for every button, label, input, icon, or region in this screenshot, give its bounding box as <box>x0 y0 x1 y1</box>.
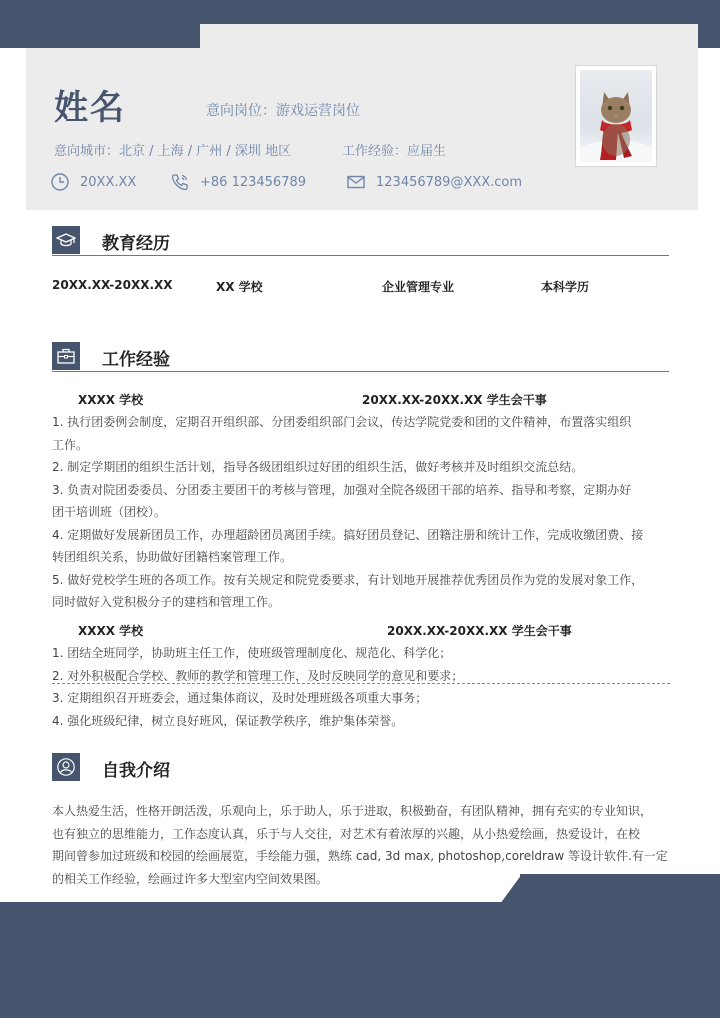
education-major: 企业管理专业 <box>382 280 455 294</box>
briefcase-icon <box>52 342 80 370</box>
work-entry-1-org: XXXX 学校 <box>78 393 144 407</box>
user-icon <box>52 753 80 781</box>
education-divider <box>52 255 669 256</box>
dashed-separator <box>52 683 670 684</box>
duty-line: 1. 团结全班同学，协助班主任工作，使班级管理制度化、规范化、科学化； <box>52 646 452 660</box>
profile-photo-frame <box>575 65 657 167</box>
graduation-cap-icon <box>52 226 80 254</box>
profile-photo <box>580 70 652 162</box>
education-period: 20XX.XX-20XX.XX <box>52 278 173 292</box>
duty-line: 5. 做好党校学生班的各项工作。按有关规定和院党委要求，有计划地开展推荐优秀团员作为党的发展对象工作， <box>52 572 644 587</box>
work-entry-1-role: 20XX.XX-20XX.XX 学生会干事 <box>362 393 547 407</box>
duty-line: 转团组织关系，协助做好团籍档案管理工作。 <box>52 550 293 564</box>
phone-icon <box>170 172 190 192</box>
education-degree: 本科学历 <box>541 280 590 294</box>
work-experience-level: 工作经验：应届生 <box>342 144 447 159</box>
duty-line: 4. 强化班级纪律，树立良好班风，保证教学秩序，维护集体荣誉。 <box>52 713 404 728</box>
email-contact <box>346 172 522 192</box>
education-school: XX 学校 <box>216 280 263 294</box>
clock-icon <box>50 172 70 192</box>
duty-line: 同时做好入党积极分子的建档和管理工作。 <box>52 595 281 609</box>
job-intent: 意向岗位：游戏运营岗位 <box>206 103 360 119</box>
work-entry-2-duties <box>52 642 670 732</box>
target-city: 意向城市：北京 / 上海 / 广州 / 深圳 地区 <box>54 144 292 159</box>
intro-line: 也有独立的思维能力，工作态度认真，乐于与人交往，对艺术有着浓厚的兴趣，从小热爱绘画，热爱设计，在校 <box>52 826 641 841</box>
candidate-name: 姓名 <box>54 88 126 128</box>
duty-line: 2. 对外积极配合学校、教师的教学和管理工作，及时反映同学的意见和要求； <box>52 668 464 683</box>
work-entry-1-duties <box>52 411 670 614</box>
work-entry-2-org: XXXX 学校 <box>78 624 144 638</box>
self-intro-text <box>52 800 670 890</box>
duty-line: 团干培训班（团校）。 <box>52 505 167 519</box>
intro-line: 的相关工作经验，绘画过许多大型室内空间效果图。 <box>52 871 329 886</box>
education-title: 教育经历 <box>102 234 170 254</box>
cat-photo-illustration <box>580 70 652 162</box>
mail-icon <box>346 172 366 192</box>
birth-date: 20XX.XX <box>80 174 137 190</box>
duty-line: 3. 负责对院团委委员、分团委主要团干的考核与管理，加强对全院各级团干部的培养、指导和考察，定期办好 <box>52 482 632 497</box>
phone-number: +86 123456789 <box>200 174 307 190</box>
phone-contact <box>170 172 306 192</box>
work-divider <box>52 371 669 372</box>
duty-line: 3. 定期组织召开班委会，通过集体商议，及时处理班级各项重大事务； <box>52 691 428 705</box>
work-entry-2-role: 20XX.XX-20XX.XX 学生会干事 <box>387 624 572 638</box>
footer-band <box>0 902 720 1018</box>
birth-contact <box>50 172 136 192</box>
self-intro-section-header <box>52 753 669 783</box>
email-address: 123456789@XXX.com <box>376 174 523 190</box>
duty-line: 2. 制定学期团的组织生活计划，指导各级团组织过好团的组织生活，做好考核并及时组织交流总结。 <box>52 460 584 474</box>
duty-line: 1. 执行团委例会制度，定期召开组织部、分团委组织部门会议，传达学院党委和团的文件精神，布置落实组织 <box>52 415 632 429</box>
self-intro-title: 自我介绍 <box>102 761 170 781</box>
duty-line: 4. 定期做好发展新团员工作，办理超龄团员离团手续。搞好团员登记、团籍注册和统计工作，完成收缴团费、接 <box>52 527 644 542</box>
work-title: 工作经验 <box>102 350 170 370</box>
header-notch-slope <box>170 24 190 48</box>
intro-line: 本人热爱生活，性格开朗活泼，乐观向上，乐于助人，乐于进取，积极勤奋，有团队精神，拥有充实的专业知识， <box>52 804 653 818</box>
intro-line: 期间曾参加过班级和校园的绘画展览，手绘能力强，熟练 cad, 3d max, photoshop,coreldraw 等设计软件.有一定 <box>52 849 668 863</box>
work-section-header <box>52 342 669 372</box>
education-section-header <box>52 226 669 256</box>
duty-line: 工作。 <box>52 437 89 452</box>
